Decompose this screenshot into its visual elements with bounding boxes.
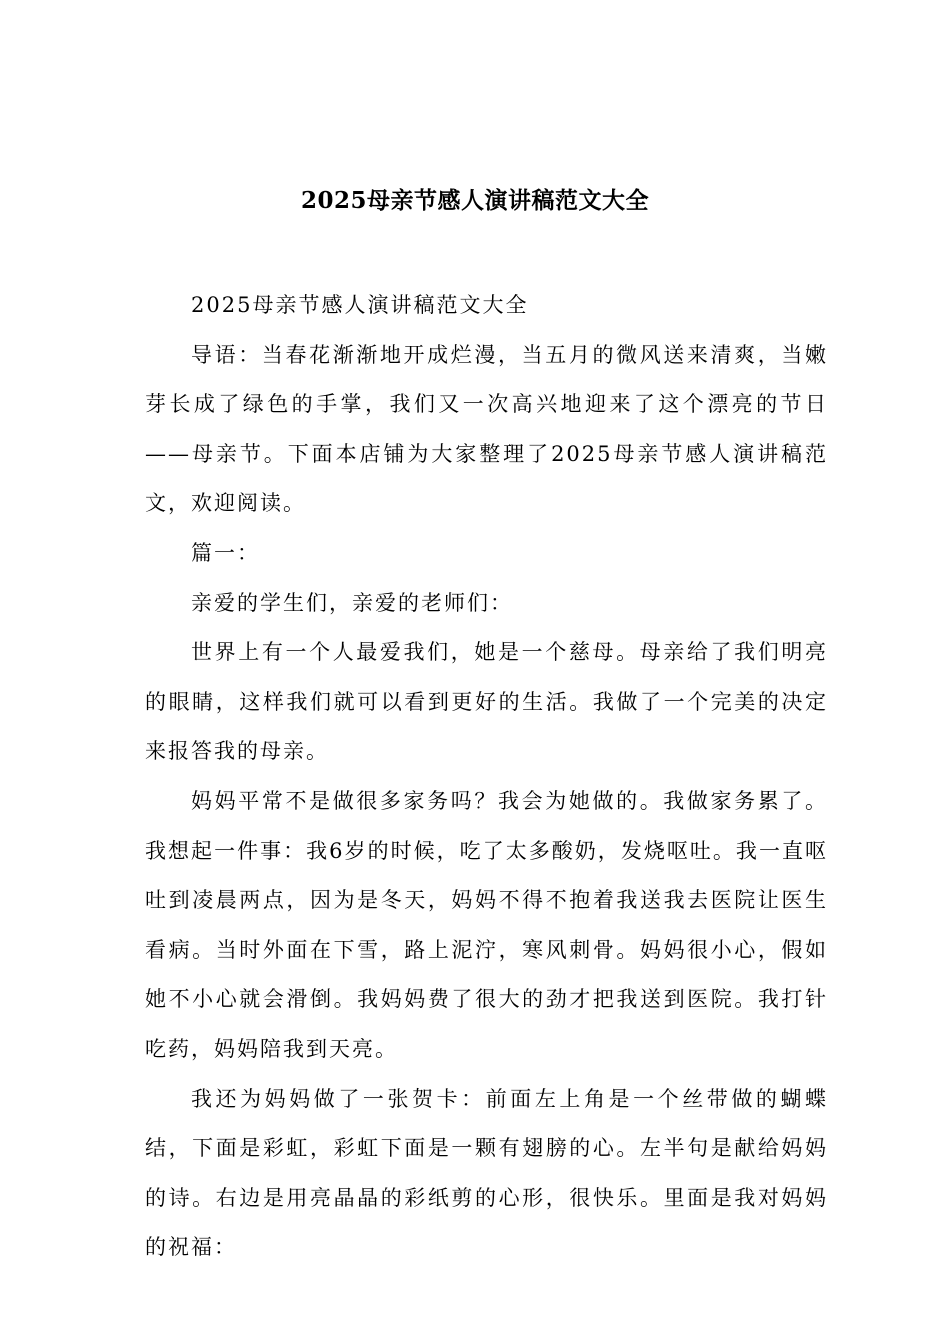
body-paragraph: 世界上有一个人最爱我们，她是一个慈母。母亲给了我们明亮的眼睛，这样我们就可以看到更好的生活。我做了一个完美的决定来报答我的母亲。 xyxy=(145,640,828,764)
salutation-paragraph: 亲爱的学生们，亲爱的老师们： xyxy=(191,590,513,615)
intro-paragraph: 导语：当春花渐渐地开成烂漫，当五月的微风送来清爽，当嫩芽长成了绿色的手掌，我们又一次高兴地迎来了这个漂亮的节日——母亲节。下面本店铺为大家整理了2025母亲节感人演讲稿范文，欢迎阅读。 xyxy=(145,342,828,516)
body-paragraph: 妈妈平常不是做很多家务吗？我会为她做的。我做家务累了。我想起一件事：我6岁的时候，吃了太多酸奶，发烧呕吐。我一直呕吐到凌晨两点，因为是冬天，妈妈不得不抱着我送我去医院让医生看病。当时外面在下雪，路上泥泞，寒风刺骨。妈妈很小心，假如她不小心就会滑倒。我妈妈费了很大的劲才把我送到医院。我打针吃药，妈妈陪我到天亮。 xyxy=(145,788,828,1061)
section-heading: 篇一： xyxy=(191,540,260,565)
body-paragraph: 我还为妈妈做了一张贺卡：前面左上角是一个丝带做的蝴蝶结，下面是彩虹，彩虹下面是一颗有翅膀的心。左半句是献给妈妈的诗。右边是用亮晶晶的彩纸剪的心形，很快乐。里面是我对妈妈的祝福： xyxy=(145,1086,828,1260)
document-body xyxy=(145,281,828,1273)
subtitle-paragraph: 2025母亲节感人演讲稿范文大全 xyxy=(191,293,529,317)
document-title: 2025母亲节感人演讲稿范文大全 xyxy=(300,187,649,214)
